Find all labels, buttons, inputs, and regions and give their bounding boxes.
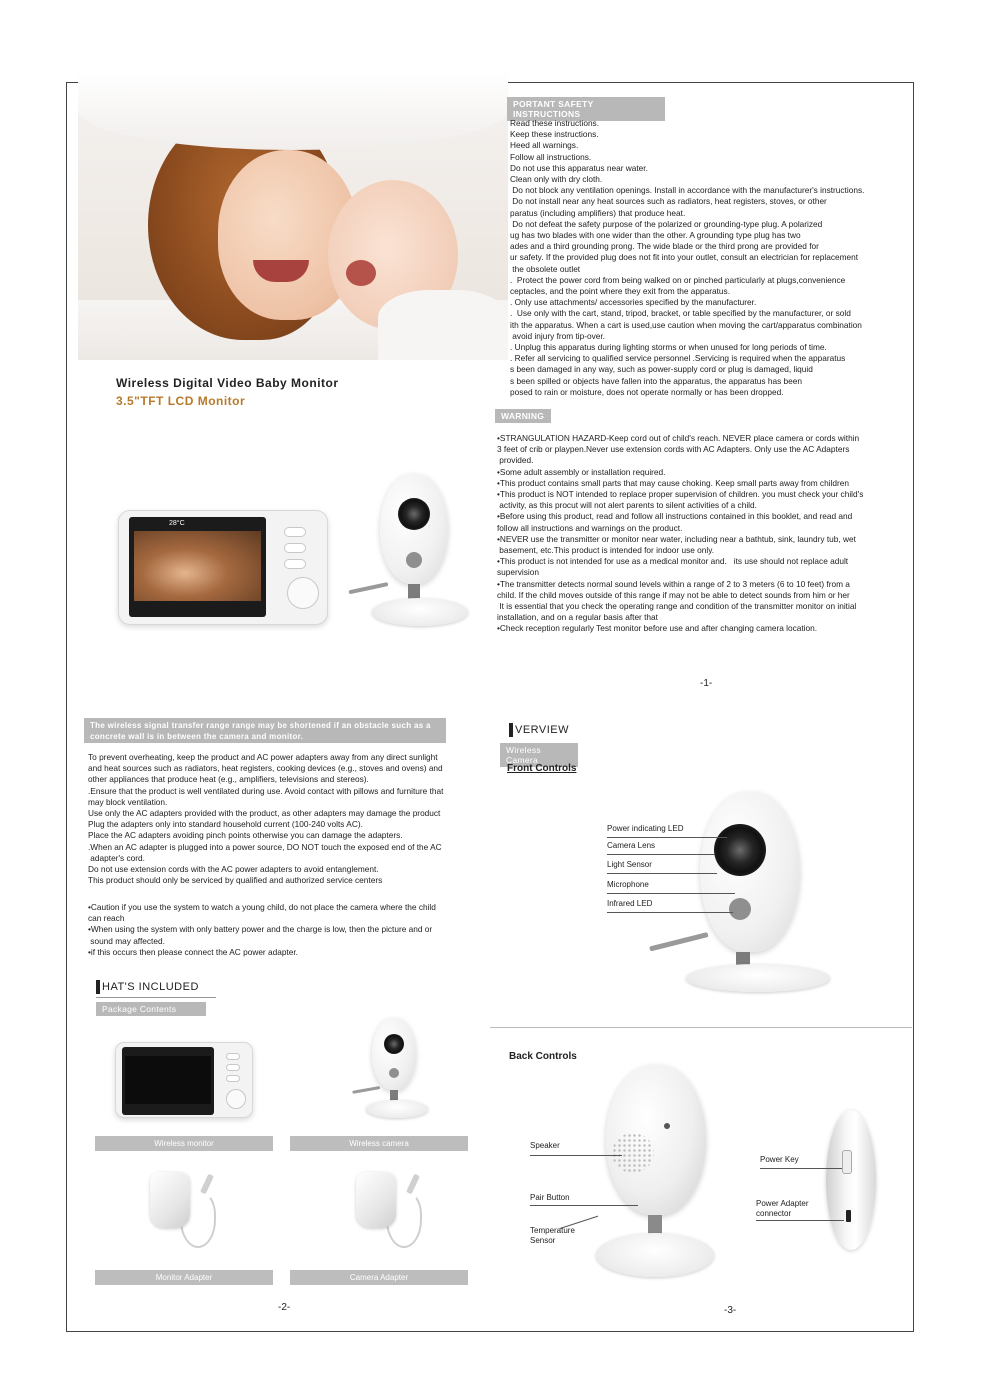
warning-line: •The transmitter detects normal sound levels within a range of 2 to 3 meters (6 to 10 feet) from a [497,578,850,589]
safety-line: paratus (including amplifiers) that produce heat. [510,207,686,218]
safety-line: . Only use attachments/ accessories specified by the manufacturer. [510,297,757,308]
label-monitor-adapter: Monitor Adapter [95,1270,273,1285]
front-camera-image [640,792,835,992]
camera-ir-led [729,898,751,920]
precaution-line: This product should only be serviced by qualified and authorized service centers [88,875,383,886]
camera-cable [352,1086,380,1094]
safety-line: Do not defeat the safety purpose of the polarized or grounding-type plug. A polarized [510,218,823,229]
wireless-camera-tag: Wireless Camera [500,743,578,767]
camera-image-cover [344,474,469,629]
caution-line: •if this occurs then please connect the AC power adapter. [88,946,298,957]
warning-heading: WARNING [495,409,551,423]
warning-line: installation, and on a regular basis after that [497,612,658,623]
monitor-button [284,559,306,569]
front-callout-line [607,873,717,874]
safety-line: Do not block any ventilation openings. Install in accordance with the manufacturer's instructions. [510,185,865,196]
range-banner-line2: concrete wall is in between the camera and monitor. [90,732,304,741]
precaution-line: and heat sources such as radiators, heat registers, cooking devices (e.g., stoves and ovens) and [88,763,443,774]
product-title: Wireless Digital Video Baby Monitor [116,376,339,390]
front-callout-label: Power indicating LED [607,824,684,833]
precaution-line: .Ensure that the product is well ventilated during use. Avoid contact with pillows and furniture that [88,785,444,796]
title-bar [509,723,513,737]
label-power-key: Power Key [760,1155,799,1164]
callout-line [756,1220,844,1221]
label-sensor: Sensor [530,1236,556,1245]
caution-line: sound may affected. [88,935,165,946]
precaution-line: Plug the adapters only into standard household current (100-240 volts AC). [88,819,363,830]
included-monitor-dpad [226,1089,246,1109]
whats-included-title [96,980,199,994]
monitor-button [284,527,306,537]
safety-line: . Refer all servicing to qualified service personnel .Servicing is required when the apparatus [510,353,846,364]
label-connector: connector [756,1209,792,1218]
safety-line: posed to rain or moisture, does not operate normally or has been dropped. [510,386,784,397]
overview-title-text: VERVIEW [515,723,570,736]
monitor-temperature: 28°C [169,520,185,527]
monitor-screen-baby-image [134,531,261,601]
adapter-body [150,1172,190,1228]
back-controls-heading: Back Controls [509,1051,577,1062]
monitor-button [226,1064,240,1071]
page-number-2: -2- [278,1302,291,1313]
monitor-buttons [284,527,308,575]
monitor-button [226,1075,240,1082]
callout-line [530,1205,638,1206]
monitor-image [118,510,328,625]
label-power-adapter: Power Adapter [756,1199,809,1208]
safety-line: . Use only with the cart, stand, tripod, bracket, or table specified by the manufacturer, or sold [510,308,851,319]
warning-line: supervision [497,567,539,578]
title-bar [96,980,100,994]
camera-base [686,964,830,992]
front-callout-line [607,854,715,855]
warning-line: •Some adult assembly or installation required. [497,466,666,477]
photo-baby-body [378,290,508,360]
warning-line: follow all instructions and warnings on the product. [497,522,683,533]
precaution-line: Use only the AC adapters provided with the product, as other adapters may damage the product [88,808,441,818]
whats-included-underline [96,997,216,998]
camera-base [372,598,468,626]
label-camera-adapter: Camera Adapter [290,1270,468,1285]
caution-line: can reach [88,913,125,924]
camera-base [596,1233,714,1277]
package-contents-tag: Package Contents [96,1002,206,1016]
caution-line: •Caution if you use the system to watch a young child, do not place the camera where the child [88,902,436,912]
hero-photo-mother-baby [78,70,508,360]
front-callout-label: Light Sensor [607,860,652,869]
speaker-grill [612,1133,654,1173]
photo-baby-mouth [346,260,376,286]
warning-line: child. If the child moves outside of this range if may not be able to detect sounds from him or her [497,589,850,600]
included-monitor-screen-image [125,1056,211,1104]
whats-included-text: HAT'S INCLUDED [102,980,199,993]
safety-line: . Unplug this apparatus during lighting storms or when unused for long periods of time. [510,342,827,352]
safety-heading: PORTANT SAFETY INSTRUCTIONS [507,97,665,121]
warning-line: •Before using this product, read and follow all instructions contained in this booklet, and read and [497,511,853,522]
front-callout-line [607,912,733,913]
included-camera-image [350,1018,435,1118]
divider-line [490,1027,912,1028]
camera-base [366,1100,428,1118]
monitor-dpad [287,577,319,609]
warning-line: provided. [497,455,534,466]
front-callout-line [607,893,735,894]
label-wireless-camera: Wireless camera [290,1136,468,1151]
warning-line: activity, as this procut will not alert parents to silent activities of a child. [497,500,757,511]
front-callout-label: Infrared LED [607,899,653,908]
product-subtitle: 3.5"TFT LCD Monitor [116,394,246,408]
label-speaker: Speaker [530,1141,560,1150]
label-wireless-monitor: Wireless monitor [95,1136,273,1151]
front-controls-heading: Front Controls [507,763,577,774]
safety-line: ur safety. If the provided plug does not fit into your outlet, consult an electrician for replacement [510,252,859,263]
precaution-line: To prevent overheating, keep the product and AC power adapters away from any direct sunlight [88,752,438,762]
monitor-button [284,543,306,553]
camera-head [372,1018,416,1090]
warning-line: •STRANGULATION HAZARD-Keep cord out of child's reach. NEVER place camera or cords within [497,433,860,443]
precaution-line: adapter's cord. [88,852,145,863]
camera-ir-led [406,552,422,568]
front-callout-line [607,837,727,838]
temperature-sensor-dot [664,1123,670,1129]
safety-line: ug has two blades with one wider than the other. A grounding type plug has two [510,230,801,240]
adapter-body [356,1172,396,1228]
safety-line: Read these instructions. [510,118,600,128]
safety-line: Do not use this apparatus near water. [510,162,648,173]
power-key [842,1150,852,1174]
camera-lens [398,498,430,530]
caution-line: •When using the system with only battery power and the charge is low, then the picture and or [88,924,433,935]
safety-line: s been damaged in any way, such as power-supply cord or plug is damaged, liquid [510,364,813,375]
front-callout-label: Microphone [607,880,649,889]
warning-line: •This product is not intended for use as a medical monitor and. its use should not replace adult [497,556,849,567]
photo-blanket [78,70,508,150]
camera-lens [384,1034,404,1054]
included-monitor-screen [122,1047,214,1115]
monitor-screen [129,517,266,617]
back-camera-image [596,1065,716,1280]
front-callout-label: Camera Lens [607,841,656,850]
overview-title [509,723,569,737]
warning-line: It is essential that you check the operating range and condition of the transmitter monitor on initial [497,601,857,611]
safety-line: s been spilled or objects have fallen into the apparatus, the apparatus has been [510,375,802,386]
camera-ir-led [389,1068,399,1078]
safety-line: Follow all instructions. [510,151,592,162]
safety-line: . Protect the power cord from being walked on or pinched particularly at plugs,convenience [510,274,846,285]
label-pair-button: Pair Button [530,1193,570,1202]
warning-line: •This product is NOT intended to replace proper supervision of children. you must check your child's [497,489,864,499]
precaution-line: other appliances that produce heat (e.g., amplifiers, televisions and stereos). [88,774,369,785]
warning-line: •This product contains small parts that may cause choking. Keep small parts away from children [497,477,849,488]
precaution-line: Place the AC adapters avoiding pinch points otherwise you can damage the adapters. [88,830,403,841]
safety-line: Keep these instructions. [510,129,599,140]
warning-line: basement, etc.This product is intended for indoor use only. [497,545,715,555]
side-camera-image [826,1110,876,1250]
precaution-line: Do not use extension cords with the AC power adapters to avoid entanglement. [88,864,379,874]
included-monitor-buttons [226,1053,250,1086]
warning-line: 3 feet of crib or playpen.Never use extension cords with AC Adapters. Only use the AC Adapters [497,444,850,455]
safety-line: Do not install near any heat sources such as radiators, heat registers, stoves, or other [510,196,827,207]
label-temperature: Temperature [530,1226,575,1235]
range-banner-line1: The wireless signal transfer range range may be shortened if an obstacle such as a [90,721,431,730]
range-banner [84,718,446,743]
precaution-line: may block ventilation. [88,796,168,807]
precaution-line: .When an AC adapter is plugged into a power source, DO NOT touch the exposed end of the AC [88,841,442,852]
camera-lens [714,824,766,876]
safety-line: Clean only with dry cloth. [510,174,603,184]
safety-line: the obsolete outlet [510,263,581,274]
monitor-button [226,1053,240,1060]
safety-line: Heed all warnings. [510,140,579,151]
camera-cable [348,582,388,594]
page-number-3: -3- [724,1305,737,1316]
camera-cable [649,932,708,951]
callout-line [530,1155,622,1156]
included-monitor-image [115,1042,253,1118]
power-adapter-port [846,1210,851,1222]
page-number-1: -1- [700,678,713,689]
safety-line: ceptacles, and the point where they exit from the apparatus. [510,286,730,296]
safety-line: avoid injury from tip-over. [510,330,605,341]
safety-line: ith the apparatus. When a cart is used,use caution when moving the cart/apparatus combination [510,319,862,330]
warning-line: •Check reception regularly Test monitor before use and after changing camera location. [497,623,818,634]
warning-line: •NEVER use the transmitter or monitor near water, including near a bathtub, sink, laundry tub, wet [497,533,856,544]
safety-line: ades and a third grounding prong. The wide blade or the third prong are provided for [510,241,819,252]
callout-line [760,1168,842,1169]
